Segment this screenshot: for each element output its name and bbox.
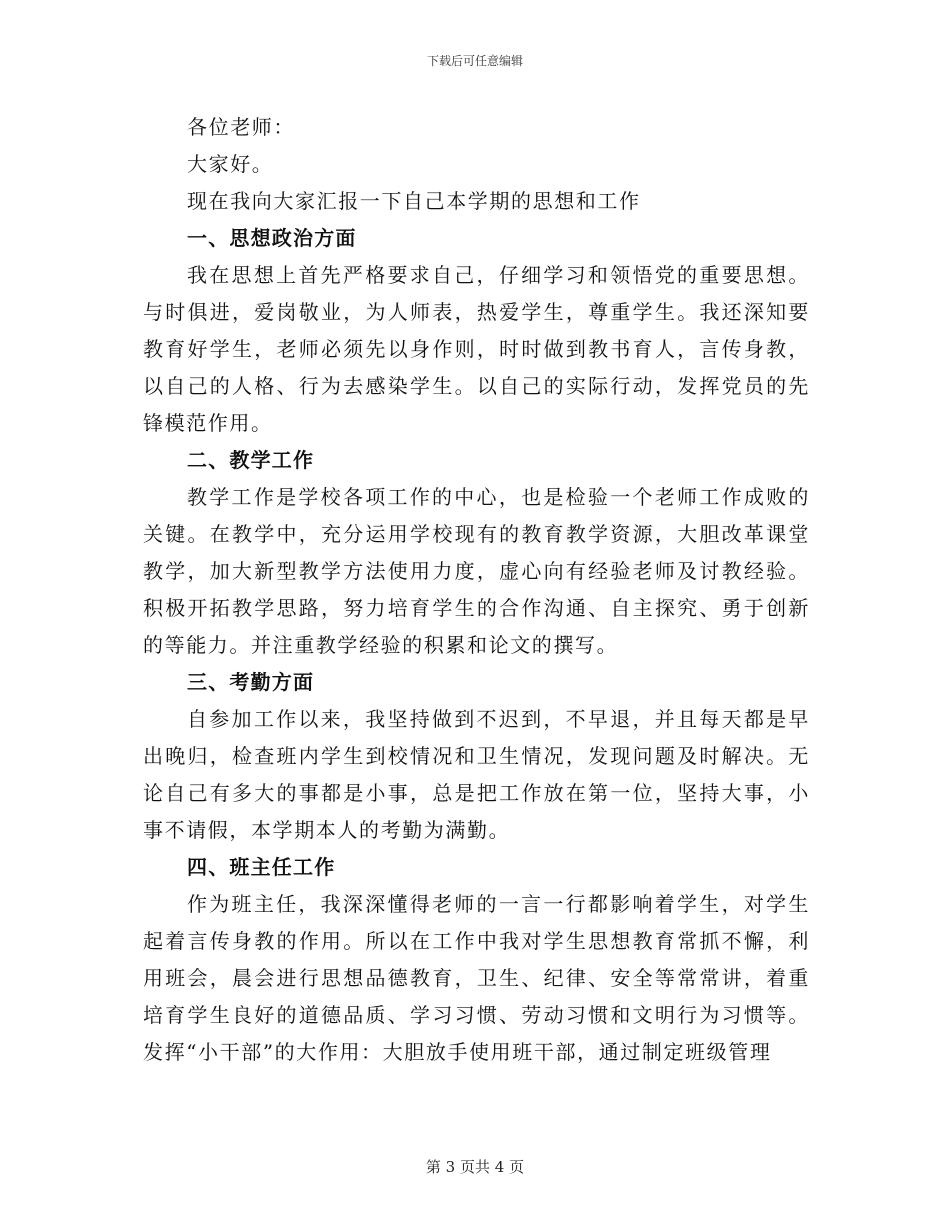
greeting: 大家好。 [187, 152, 274, 176]
section-heading-class-teacher: 四、班主任工作 [187, 855, 336, 879]
section-body-teaching: 教学工作是学校各项工作的中心，也是检验一个老师工作成败的关键。在教学中，充分运用学校现有的教育教学资源，大胆改革课堂教学，加大新型教学方法使用力度，虚心向有经验老师及讨教经验。积极开拓教学思路，努力培育学生的合作沟通、自主探究、勇于创新的等能力。并注重教学经验的积累和论文的撰写。 [143, 485, 810, 657]
page-number: 第 3 页共 4 页 [425, 1158, 525, 1176]
document-body [143, 109, 810, 1071]
section-body-politics: 我在思想上首先严格要求自己，仔细学习和领悟党的重要思想。与时俱进，爱岗敬业，为人师表，热爱学生，尊重学生。我还深知要教育好学生，老师必须先以身作则，时时做到教书育人，言传身教，以自己的人格、行为去感染学生。以自己的实际行动，发挥党员的先锋模范作用。 [143, 263, 810, 435]
section-heading-politics: 一、思想政治方面 [187, 226, 357, 250]
section-heading-attendance: 三、考勤方面 [187, 670, 315, 694]
section-body-attendance: 自参加工作以来，我坚持做到不迟到，不早退，并且每天都是早出晚归，检查班内学生到校情况和卫生情况，发现问题及时解决。无论自己有多大的事都是小事，总是把工作放在第一位，坚持大事，小事不请假，本学期本人的考勤为满勤。 [143, 707, 810, 842]
page-header: 下载后可任意编辑 [426, 54, 523, 68]
section-body-class-teacher: 作为班主任，我深深懂得老师的一言一行都影响着学生，对学生起着言传身教的作用。所以在工作中我对学生思想教育常抓不懈，利用班会，晨会进行思想品德教育，卫生、纪律、安全等常常讲，着重培育学生良好的道德品质、学习习惯、劳动习惯和文明行为习惯等。发挥“小干部”的大作用：大胆放手使用班干部，通过制定班级管理 [143, 892, 810, 1064]
section-heading-teaching: 二、教学工作 [187, 448, 315, 472]
salutation: 各位老师： [187, 115, 295, 139]
intro-paragraph: 现在我向大家汇报一下自己本学期的思想和工作 [187, 189, 641, 213]
